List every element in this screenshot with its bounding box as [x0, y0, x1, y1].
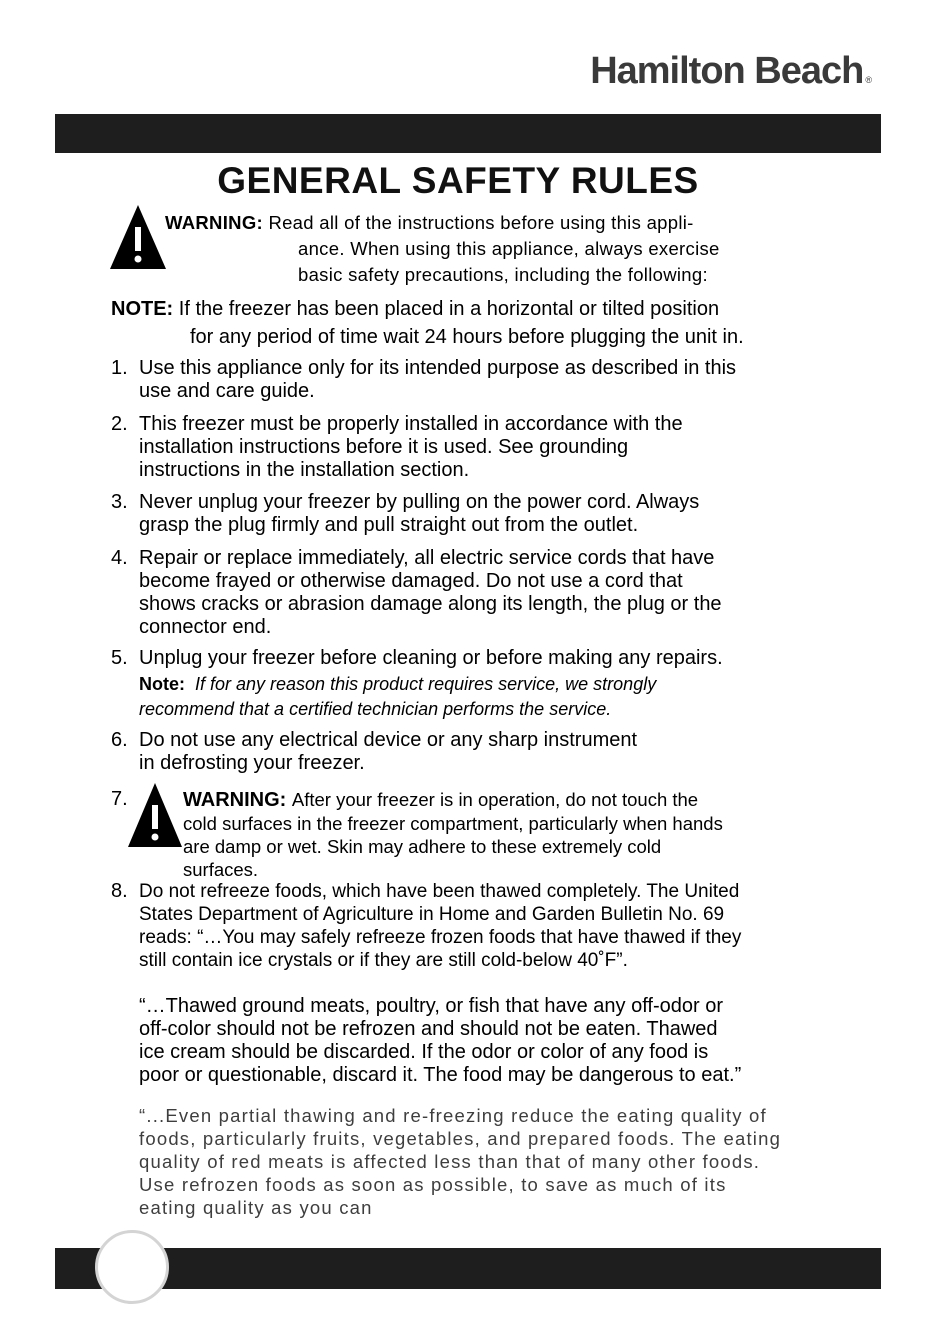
- service-note-line: If for any reason this product requires service, we strongly: [195, 674, 657, 694]
- rule-item: [111, 788, 831, 881]
- header-bar: [55, 114, 881, 153]
- quote-line: Use refrozen foods as soon as possible, to save as much of its: [139, 1174, 727, 1195]
- rule-line: Repair or replace immediately, all electric service cords that have: [139, 547, 715, 569]
- rule-line: Do not use any electrical device or any sharp instrument: [139, 729, 638, 751]
- service-note: [139, 672, 831, 722]
- rule-line: installation instructions before it is used. See grounding: [139, 436, 629, 458]
- rule-line: grasp the plug firmly and pull straight out from the outlet.: [139, 514, 639, 536]
- rule-number: 4.: [111, 547, 128, 569]
- quote-line: poor or questionable, discard it. The food may be dangerous to eat.”: [139, 1064, 742, 1086]
- rule-number: 3.: [111, 491, 128, 513]
- rule-line: in defrosting your freezer.: [139, 752, 365, 774]
- rule-line: surfaces.: [183, 859, 259, 880]
- quote-line: ice cream should be discarded. If the odor or color of any food is: [139, 1041, 709, 1063]
- warning-line: ance. When using this appliance, always exercise: [298, 238, 720, 259]
- quote-line: off-color should not be refrozen and should not be eaten. Thawed: [139, 1018, 718, 1040]
- page-number-circle: [95, 1230, 169, 1304]
- rule-line: use and care guide.: [139, 380, 315, 402]
- quote-line: quality of red meats is affected less than that of many other foods.: [139, 1151, 761, 1172]
- rule-item: [111, 357, 831, 403]
- rule-line: Never unplug your freezer by pulling on the power cord. Always: [139, 491, 700, 513]
- warning-intro: [165, 210, 791, 288]
- rule-item: [111, 413, 831, 482]
- rule-number: 2.: [111, 413, 128, 435]
- rule-item: [111, 491, 831, 537]
- brand-name: Hamilton Beach: [590, 50, 864, 92]
- note-block: [111, 295, 831, 351]
- page-title: GENERAL SAFETY RULES: [217, 160, 699, 201]
- rule-line: still contain ice crystals or if they are still cold-below 40˚F”.: [139, 950, 628, 971]
- warning-line: Read all of the instructions before using this appli-: [268, 212, 694, 233]
- rule-line: reads: “…You may safely refreeze frozen foods that have thawed if they: [139, 927, 742, 948]
- note-line: If the freezer has been placed in a horizontal or tilted position: [178, 298, 720, 320]
- rule-line: States Department of Agriculture in Home and Garden Bulletin No. 69: [139, 904, 725, 925]
- rule-number: 8.: [111, 880, 128, 902]
- footer-bar: [55, 1248, 881, 1289]
- rule-item: [111, 647, 831, 722]
- rule-line: This freezer must be properly installed in accordance with the: [139, 413, 683, 435]
- rule-line: shows cracks or abrasion damage along its length, the plug or the: [139, 593, 722, 615]
- warning-line: basic safety precautions, including the following:: [298, 264, 708, 285]
- quote-line: foods, particularly fruits, vegetables, and prepared foods. The eating: [139, 1128, 782, 1149]
- rule-number: 1.: [111, 357, 128, 379]
- brand-logo: [590, 50, 871, 93]
- quote-line: eating quality as you can: [139, 1197, 373, 1218]
- warning-label: WARNING:: [165, 212, 263, 233]
- note-label: NOTE:: [111, 298, 174, 320]
- quote-line: “...Even partial thawing and re-freezing reduce the eating quality of: [139, 1105, 767, 1126]
- rule-line: Do not refreeze foods, which have been thawed completely. The United: [139, 881, 740, 902]
- rule-item: [111, 880, 831, 1219]
- rule-line: After your freezer is in operation, do not touch the: [291, 789, 699, 810]
- rule-item: [111, 547, 831, 639]
- rule-line: become frayed or otherwise damaged. Do not use a cord that: [139, 570, 683, 592]
- service-note-label: Note:: [139, 674, 185, 694]
- service-note-line: recommend that a certified technician performs the service.: [139, 699, 612, 719]
- rule-line: cold surfaces in the freezer compartment, particularly when hands: [183, 813, 723, 834]
- rule-number: 5.: [111, 647, 128, 669]
- rule-item: [111, 729, 831, 775]
- quote-line: “…Thawed ground meats, poultry, or fish that have any off-odor or: [139, 995, 724, 1017]
- rule-number: 6.: [111, 729, 128, 751]
- registered-mark: ®: [865, 75, 871, 85]
- rule-number: 7.: [111, 788, 128, 810]
- rule-line: are damp or wet. Skin may adhere to these extremely cold: [183, 836, 662, 857]
- rule-line: instructions in the installation section.: [139, 459, 470, 481]
- warning-icon: [110, 205, 166, 269]
- rule-line: Use this appliance only for its intended purpose as described in this: [139, 357, 737, 379]
- warning-label: WARNING:: [183, 789, 287, 811]
- rule-line: Unplug your freezer before cleaning or before making any repairs.: [139, 647, 723, 669]
- rule-line: connector end.: [139, 616, 272, 638]
- note-line: for any period of time wait 24 hours before plugging the unit in.: [190, 326, 744, 348]
